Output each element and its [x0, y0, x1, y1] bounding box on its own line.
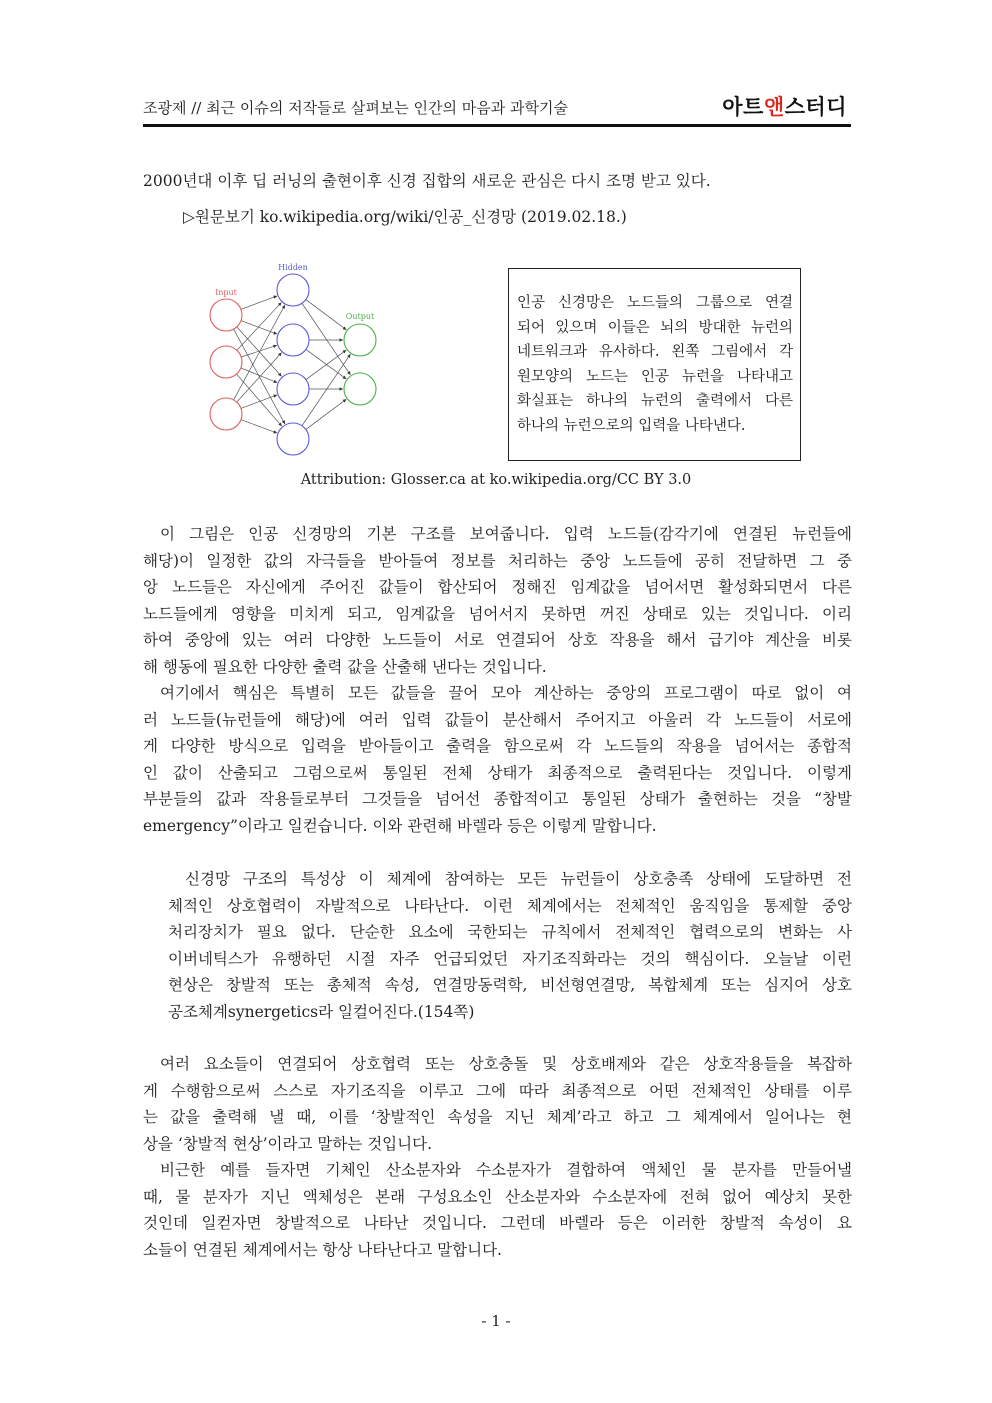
connection-arrow [306, 349, 346, 379]
artandstudy-logo: 아트앤스터디 [722, 95, 847, 119]
quote-line: 공조체계synergetics라 일컬어진다.(154쪽) [168, 1002, 475, 1021]
input-node [210, 346, 242, 378]
image-attribution: Attribution: Glosser.ca at ko.wikipedia.org/CC BY 3.0 [300, 472, 692, 488]
connection-arrow [306, 350, 346, 380]
connection-arrows [234, 296, 351, 433]
paragraph-1-line: 노드들에게 영향을 미치게 되고, 임계값을 넘어서지 못하면 꺼진 상태로 있는 것입니다. 이리 [143, 604, 852, 623]
connection-arrow [241, 368, 277, 383]
paragraph-4-line: 소들이 연결된 체계에서는 항상 나타난다고 말합니다. [143, 1240, 502, 1259]
connection-arrow [241, 345, 277, 357]
paragraph-1-line: 이 그림은 인공 신경망의 기본 구조를 보여줍니다. 입력 노드들(감각기에 연결된 뉴런들에 [160, 525, 852, 543]
paragraph-1-line: 하여 중앙에 있는 여러 다양한 노드들이 서로 연결되어 상호 작용을 해서 급기야 계산을 비롯 [143, 631, 852, 649]
paragraph-3-line: 상을 ‘창발적 현상’이라고 말하는 것입니다. [143, 1134, 433, 1153]
hidden-node [277, 274, 309, 306]
connection-arrow [237, 353, 282, 403]
intro-line: 2000년대 이후 딥 러닝의 출현이후 신경 집합의 새로운 관심은 다시 조명 받고 있다. [143, 172, 711, 190]
paragraph-2-line: emergency”이라고 일컫습니다. 이와 관련해 바렐라 등은 이렇게 말합니다. [143, 816, 657, 835]
paragraph-2-line: 여기에서 핵심은 특별히 모든 값들을 끌어 모아 계산하는 중앙의 프로그램이 따로 없이 여 [160, 684, 852, 702]
page-number: - 1 - [481, 1312, 511, 1330]
quote-line: 이버네틱스가 유행하던 시절 자주 언급되었던 자기조직화라는 것의 핵심이다. 오늘날 이런 [168, 949, 852, 968]
paragraph-1-line: 해당)이 일정한 값의 자극들을 받아들여 정보를 처리하는 중앙 노드들에 공히 전달하면 그 중 [143, 551, 852, 570]
header-title: 조광제 // 최근 이슈의 저작들로 살펴보는 인간의 마음과 과학기술 [143, 99, 568, 117]
paragraph-3-line: 여러 요소들이 연결되어 상호협력 또는 상호충돌 및 상호배제와 같은 상호작용들을 복잡하 [160, 1055, 852, 1073]
output-node [344, 373, 376, 405]
connection-arrow [306, 300, 347, 330]
hidden-node [277, 324, 309, 356]
caption-box [508, 268, 801, 461]
neural-network-diagram [202, 257, 388, 469]
connection-arrow [241, 420, 277, 433]
connection-arrow [306, 399, 347, 429]
paragraph-3-line: 게 수행함으로써 스스로 자기조직을 이루고 그에 따라 최종적으로 어떤 전체적인 상태를 이루 [143, 1081, 852, 1100]
quote-line: 신경망 구조의 특성상 이 체계에 참여하는 모든 뉴런들이 상호충족 상태에 도달하면 전 [185, 870, 852, 888]
hidden-node [277, 373, 309, 405]
source-link[interactable]: ▷원문보기 ko.wikipedia.org/wiki/인공_신경망 (2019.02.18.) [183, 208, 627, 226]
input-label: Input [215, 288, 237, 297]
paragraph-2-line: 인 값이 산출되고 그럼으로써 통일된 전체 상태가 최종적으로 출력된다는 것입니다. 이렇게 [143, 763, 852, 782]
caption-line: 원모양의 노드는 인공 뉴런을 나타내고 [517, 368, 793, 385]
page-header [143, 90, 851, 127]
paragraph-3-line: 는 값을 출력해 낼 때, 이를 ‘창발적인 속성을 지닌 체계’라고 하고 그 체계에서 일어나는 현 [143, 1108, 852, 1126]
connection-arrow [241, 296, 277, 309]
input-node [210, 398, 242, 430]
connection-arrow [241, 395, 277, 408]
paragraph-1-line: 해 행동에 필요한 다양한 출력 값을 산출해 낸다는 것입니다. [143, 657, 547, 676]
paragraph-2-line: 러 노드들(뉴런들에 해당)에 여러 입력 값들이 분산해서 주어지고 아울러 각 노드들이 서로에 [143, 710, 852, 729]
hidden-node [277, 423, 309, 455]
caption-line: 네트워크과 유사하다. 왼쪽 그림에서 각 [517, 344, 793, 360]
input-node [210, 299, 242, 331]
paragraph-4-line: 것인데 일컫자면 창발적으로 나타난 것입니다. 그런데 바렐라 등은 이러한 창발적 속성이 요 [143, 1214, 852, 1232]
paragraph-4-line: 비근한 예를 들자면 기체인 산소분자와 수소분자가 결합하여 액체인 물 분자를 만들어낼 [160, 1161, 852, 1179]
caption-line: 인공 신경망은 노드들의 그룹으로 연결 [517, 295, 793, 311]
quote-line: 처리장치가 필요 없다. 단순한 요소에 국한되는 규칙에서 전체적인 협력으로의 변화는 사 [168, 923, 852, 941]
paragraph-2-line: 부분들의 값과 작용들로부터 그것들을 넘어선 종합적이고 통일된 상태가 출현하는 것을 “창발 [143, 790, 852, 808]
connection-arrow [237, 302, 282, 350]
caption-line: 하나의 뉴런으로의 입력을 나타낸다. [517, 417, 746, 434]
paragraph-2-line: 게 다양한 방식으로 입력을 받아들이고 출력을 함으로써 각 노드들의 작용을 넘어서는 종합적 [143, 737, 852, 755]
paragraph-1-line: 앙 노드들은 자신에게 주어진 값들이 합산되어 정해진 임계값을 넘어서면 활성화되면서 다른 [143, 578, 852, 596]
quote-line: 현상은 창발적 또는 총체적 속성, 연결망동력학, 비선형연결망, 복합체계 또는 심지어 상호 [168, 976, 852, 994]
paragraph-4-line: 때, 물 분자가 지닌 액체성은 본래 구성요소인 산소분자와 수소분자에 전혀 없어 예상치 못한 [143, 1187, 852, 1206]
output-label: Output [345, 312, 375, 321]
connection-arrow [241, 321, 277, 334]
quote-line: 체적인 상호협력이 자발적으로 나타난다. 이런 체계에서는 전체적인 움직임을 통제할 중앙 [168, 896, 852, 915]
hidden-label: Hidden [278, 263, 308, 272]
caption-line: 화실표는 하나의 뉴런의 출력에서 다른 [517, 393, 793, 409]
output-node [344, 324, 376, 356]
caption-line: 되어 있으며 이들은 뇌의 방대한 뉴런의 [517, 319, 793, 336]
